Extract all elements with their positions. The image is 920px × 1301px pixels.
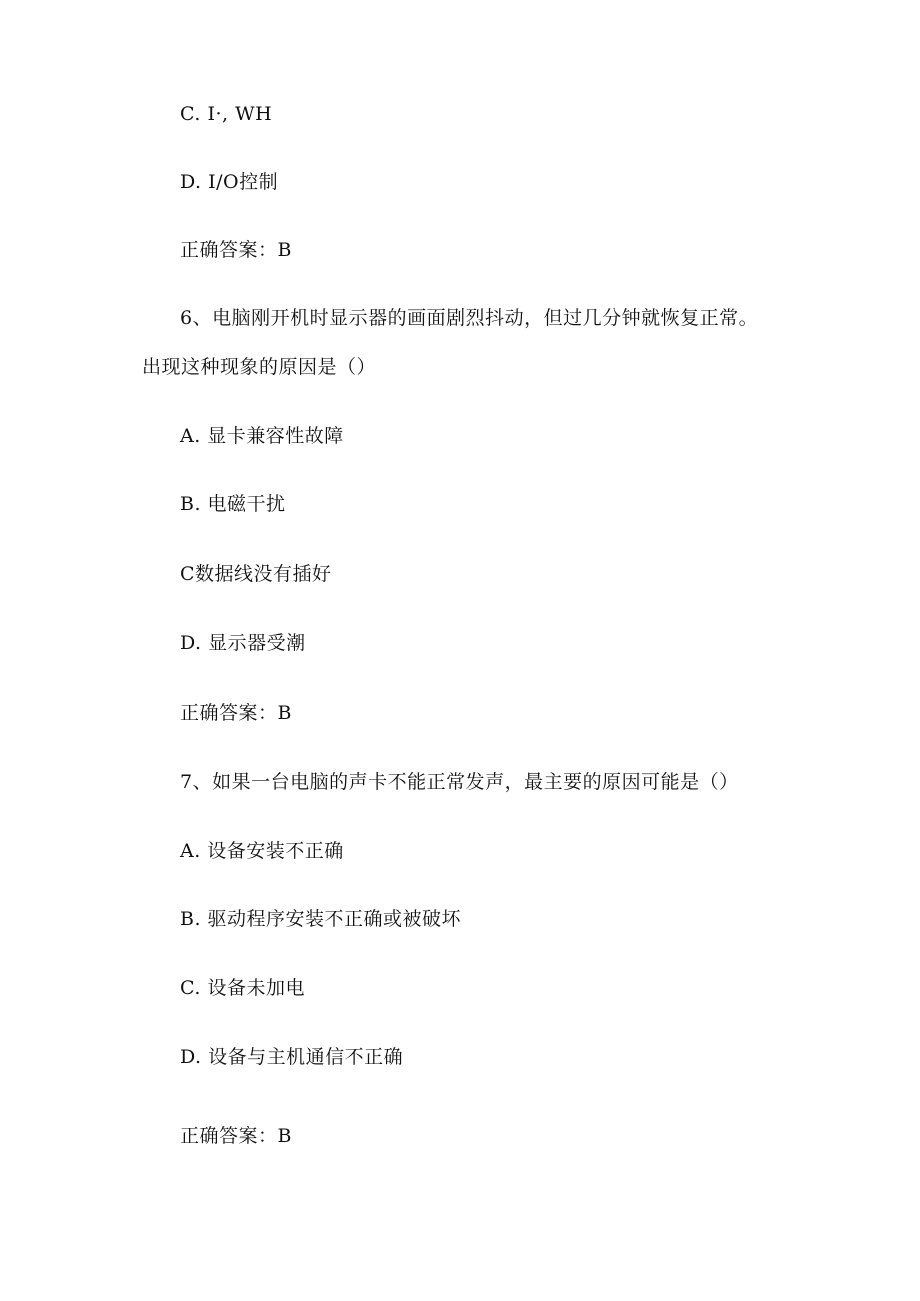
q7-option-a: A. 设备安装不正确 <box>180 840 344 862</box>
q6-option-b: B. 电磁干扰 <box>180 493 286 515</box>
q6-option-a: A. 显卡兼容性故障 <box>180 425 344 447</box>
q5-option-d: D. I/O控制 <box>180 171 279 193</box>
q7-option-b: B. 驱动程序安装不正确或被破坏 <box>180 908 462 930</box>
q6-option-c: C数据线没有插好 <box>180 563 332 585</box>
q7-option-d: D. 设备与主机通信不正确 <box>180 1046 404 1068</box>
q5-option-c: C. I·, WH <box>180 103 273 125</box>
q7-option-c: C. 设备未加电 <box>180 977 305 999</box>
q6-stem-line1: 6、电脑刚开机时显示器的画面剧烈抖动，但过几分钟就恢复正常。 <box>180 307 759 329</box>
q6-stem-line2: 出现这种现象的原因是（） <box>142 356 377 378</box>
q5-answer: 正确答案：B <box>180 239 292 261</box>
q6-answer: 正确答案：B <box>180 702 292 724</box>
q6-option-d: D. 显示器受潮 <box>180 632 306 654</box>
q7-answer: 正确答案：B <box>180 1125 292 1147</box>
q7-stem: 7、如果一台电脑的声卡不能正常发声，最主要的原因可能是（） <box>180 771 739 793</box>
